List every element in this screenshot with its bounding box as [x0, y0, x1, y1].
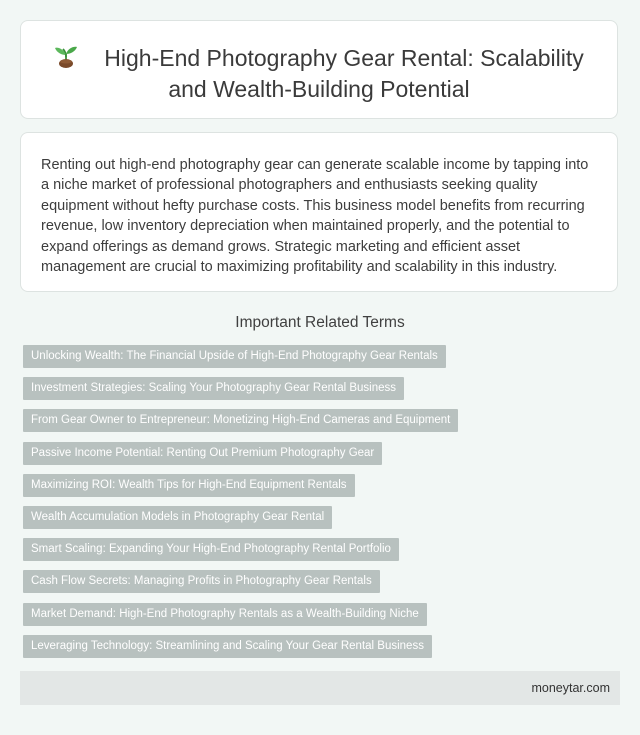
related-term-link[interactable]: Passive Income Potential: Renting Out Premium Photography Gear: [23, 442, 382, 465]
summary-text: Renting out high-end photography gear can generate scalable income by tapping into a niche market of professional photographers and enthusiasts seeking quality equipment without hefty purchase costs. This business model benefits from recurring revenue, low inventory depreciation when maintained properly, and the potential to expand offerings as demand grows. Strategic marketing and efficient asset management are crucial to maximizing profitability and scalability in this industry.: [41, 157, 589, 276]
related-term-link[interactable]: Investment Strategies: Scaling Your Photography Gear Rental Business: [23, 377, 404, 400]
related-term-link[interactable]: Smart Scaling: Expanding Your High-End Photography Rental Portfolio: [23, 538, 399, 561]
related-terms-list: [23, 345, 623, 667]
related-term-link[interactable]: Unlocking Wealth: The Financial Upside of High-End Photography Gear Rentals: [23, 345, 446, 368]
summary-card: [20, 132, 618, 292]
related-term-link[interactable]: From Gear Owner to Entrepreneur: Monetizing High-End Cameras and Equipment: [23, 409, 458, 432]
title-card: [20, 20, 618, 119]
related-term-link[interactable]: Maximizing ROI: Wealth Tips for High-End Equipment Rentals: [23, 474, 355, 497]
related-term-link[interactable]: Leveraging Technology: Streamlining and Scaling Your Gear Rental Business: [23, 635, 432, 658]
page-title-text: High-End Photography Gear Rental: Scalability and Wealth-Building Potential: [104, 45, 584, 102]
footer: [20, 671, 620, 705]
related-term-link[interactable]: Wealth Accumulation Models in Photography Gear Rental: [23, 506, 332, 529]
seedling-icon: [54, 43, 78, 69]
related-term-link[interactable]: Cash Flow Secrets: Managing Profits in Photography Gear Rentals: [23, 570, 380, 593]
page-title: [41, 43, 597, 105]
related-terms-heading: Important Related Terms: [235, 314, 405, 331]
footer-site-link[interactable]: moneytar.com: [531, 681, 610, 695]
related-term-link[interactable]: Market Demand: High-End Photography Rentals as a Wealth-Building Niche: [23, 603, 427, 626]
